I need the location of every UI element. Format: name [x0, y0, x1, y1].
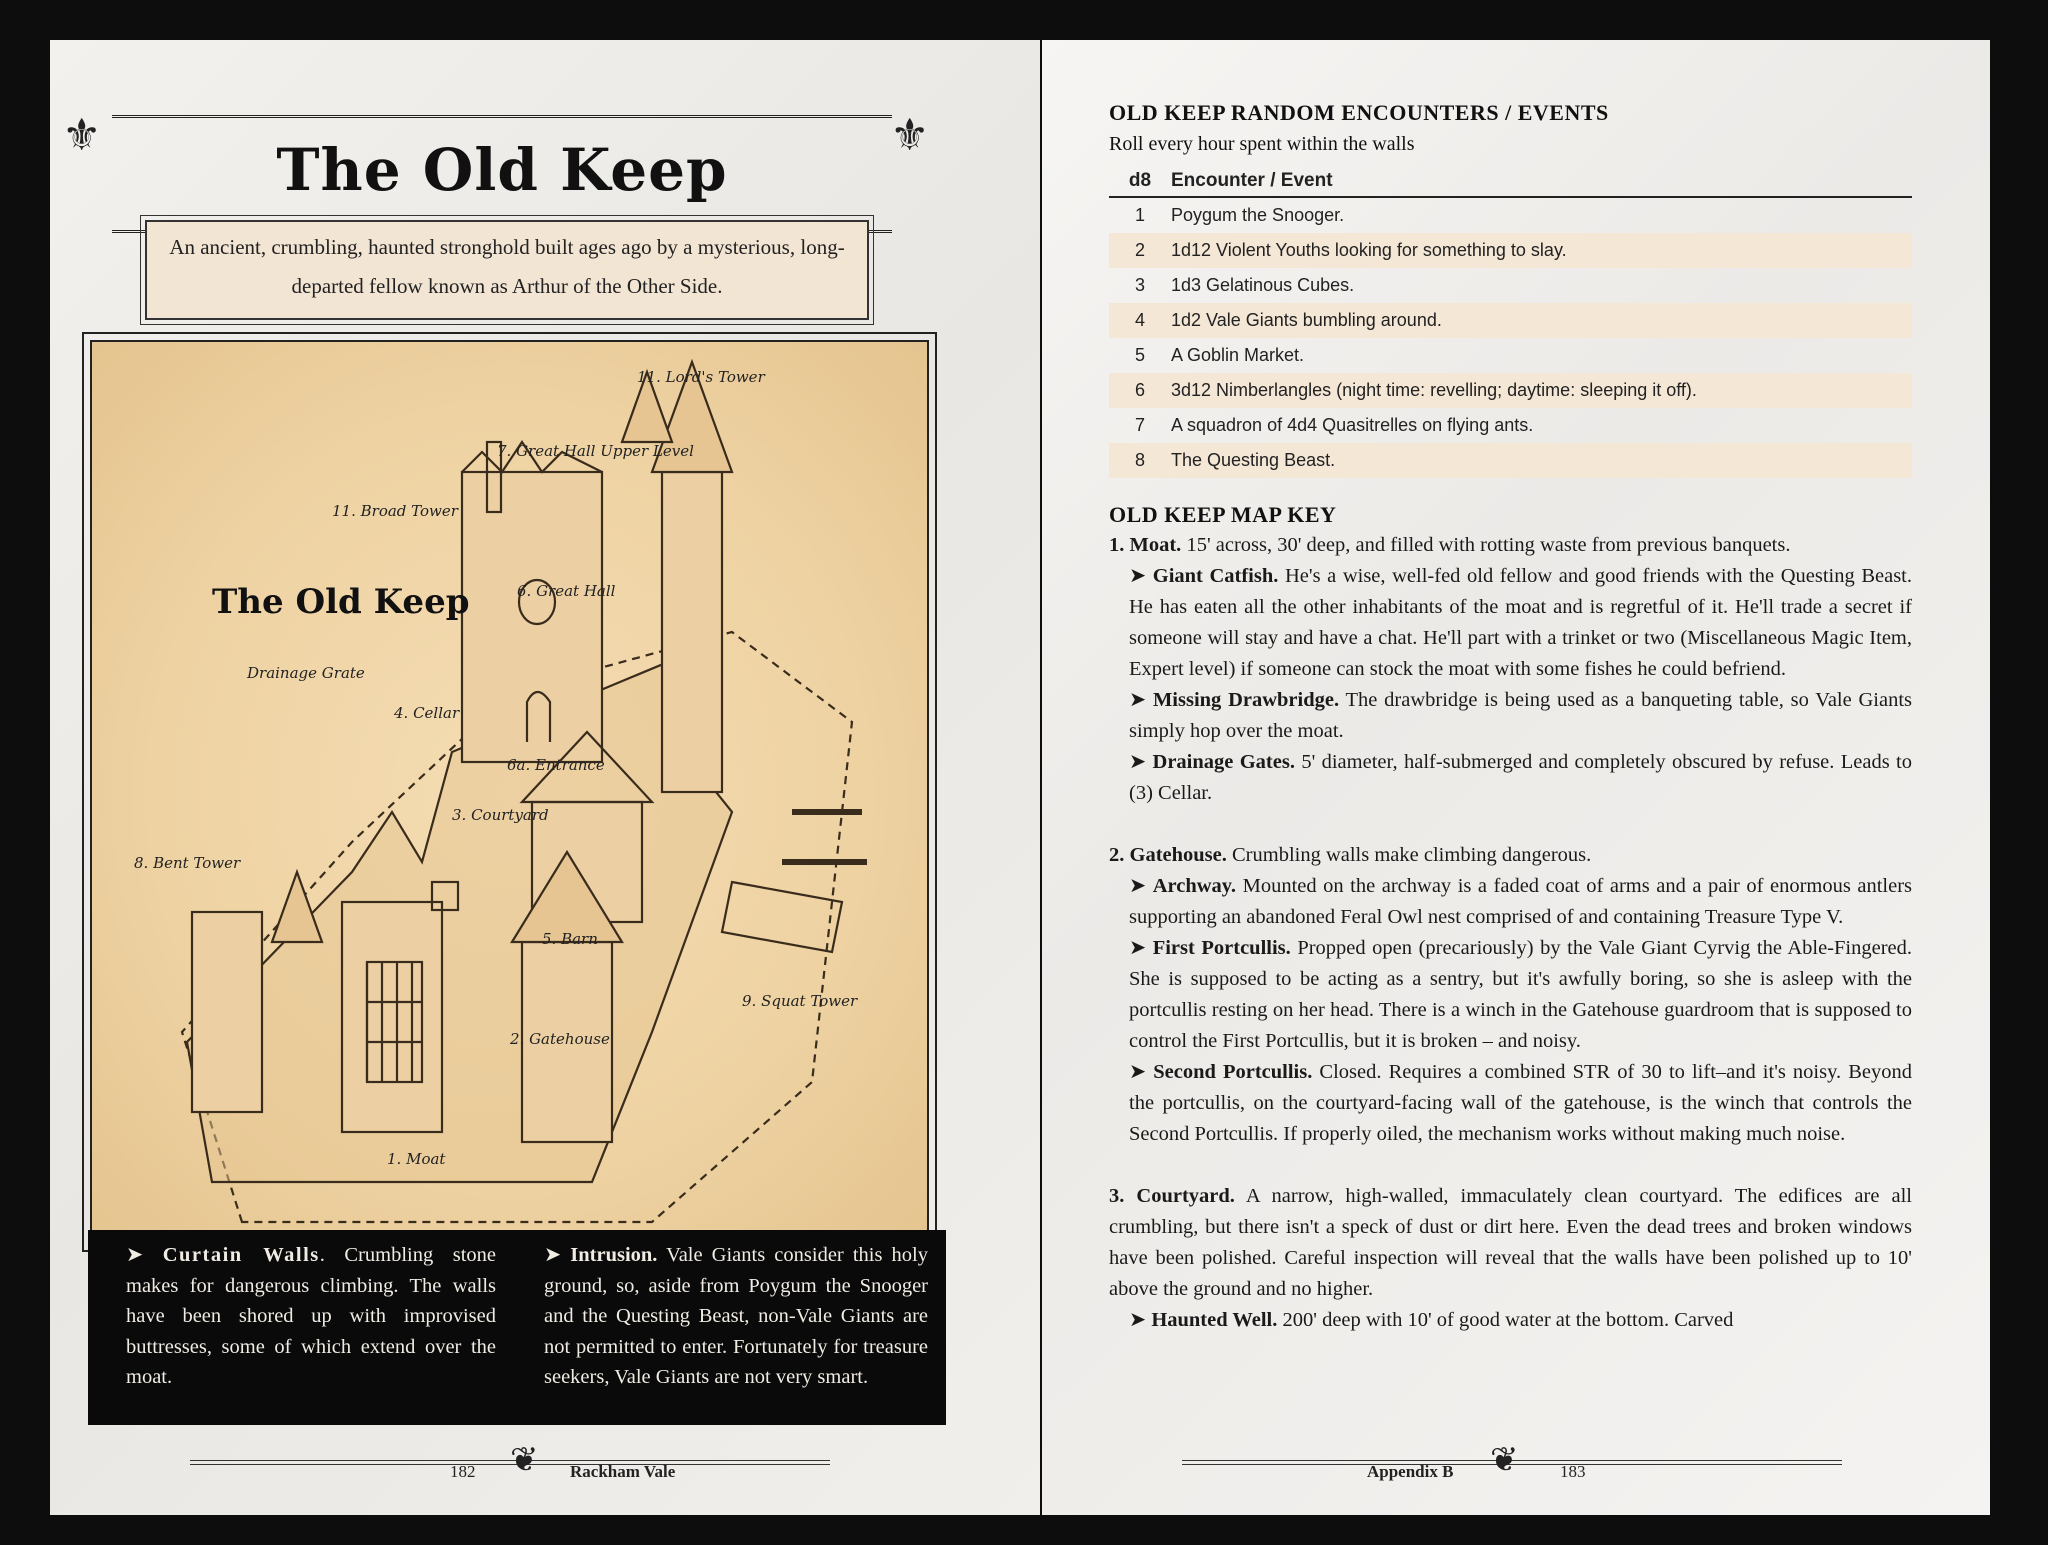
key-subentry	[1109, 747, 1912, 809]
key-entry	[1109, 1181, 1912, 1305]
key-heading: 1. Moat.	[1109, 534, 1182, 556]
key-text: A narrow, high-walled, immaculately clean courtyard. The edifices are all crumbling, but there isn't a speck of dust or dirt here. Even the dead trees and broken windows have been polished. Careful inspection will reveal that the walls have been polished up to 10' above the ground and no higher.	[1109, 1185, 1912, 1300]
roll-cell: 2	[1109, 233, 1171, 268]
key-heading: Giant Catfish.	[1152, 565, 1279, 587]
map-label: 6a. Entrance	[507, 756, 605, 774]
key-text: He's a wise, well-fed old fellow and good friends with the Questing Beast. He has eaten all the other inhabitants of the moat and is regretful of it. He'll trade a secret if someone will stay and have a chat. He'll part with a trinket or two (Miscellaneous Magic Item, Expert level) if someone can stock the moat with some fishes he could befriend.	[1129, 565, 1912, 680]
box-text: Vale Giants consider this holy ground, so, aside from Poygum the Snooger and the Questing Beast, non-Vale Giants are not permitted to enter. Fortunately for treasure seekers, Vale Giants are not very smart.	[544, 1244, 928, 1388]
encounters-heading: OLD KEEP RANDOM ENCOUNTERS / EVENTS	[1109, 100, 1609, 125]
table-row	[1109, 338, 1912, 373]
roll-cell: 7	[1134, 415, 1145, 435]
map-label: 5. Barn	[542, 930, 598, 948]
event-cell: A Goblin Market.	[1171, 345, 1305, 365]
roll-cell: 5	[1134, 345, 1145, 365]
key-heading: 2. Gatehouse.	[1109, 844, 1227, 866]
bullet-arrow-icon: ➤	[1129, 1061, 1154, 1083]
key-entry	[1109, 530, 1912, 561]
event-cell: The Questing Beast.	[1171, 443, 1912, 478]
event-cell: 1d3 Gelatinous Cubes.	[1171, 275, 1355, 295]
table-row	[1109, 303, 1912, 338]
map-title: The Old Keep	[212, 582, 470, 622]
bullet-arrow-icon: ➤	[1129, 751, 1153, 773]
map-key-body	[1109, 530, 1912, 1336]
bullet-arrow-icon: ➤	[1129, 689, 1153, 711]
bullet-arrow-icon: ➤	[1129, 937, 1153, 959]
key-text: The drawbridge is being used as a banqueting table, so Vale Giants simply hop over the moat.	[1129, 689, 1913, 742]
box-text: . Crumbling stone makes for dangerous climbing. The walls have been shored up with improvised buttresses, some of which extend over the moat.	[126, 1244, 496, 1388]
table-row	[1109, 408, 1912, 443]
key-heading: Haunted Well.	[1151, 1309, 1278, 1331]
section-title: Appendix B	[1367, 1462, 1454, 1481]
table-row	[1109, 268, 1912, 303]
bullet-arrow-icon: ➤	[1129, 565, 1153, 587]
map-label: 8. Bent Tower	[134, 854, 241, 872]
map-label: 7. Great Hall Upper Level	[497, 442, 694, 460]
table-header: Encounter / Event	[1171, 166, 1912, 197]
castle-illustration	[92, 342, 927, 1242]
bullet-arrow-icon: ➤	[1129, 875, 1153, 897]
key-heading: Drainage Gates.	[1152, 751, 1295, 773]
flourish-ornament-icon: ⚜	[890, 110, 930, 161]
key-subentry	[1109, 1057, 1912, 1150]
map-label: Drainage Grate	[247, 664, 365, 682]
map-label: 9. Squat Tower	[742, 992, 858, 1010]
table-row	[1109, 373, 1912, 408]
key-heading: Missing Drawbridge.	[1152, 689, 1340, 711]
map-key-heading: OLD KEEP MAP KEY	[1109, 502, 1337, 527]
roll-cell: 1	[1134, 205, 1145, 225]
map-label: 11. Broad Tower	[332, 502, 458, 520]
event-cell: 1d2 Vale Giants bumbling around.	[1171, 303, 1912, 338]
map-label: 11. Lord's Tower	[637, 368, 765, 386]
event-cell: 1d12 Violent Youths looking for something to slay.	[1171, 233, 1912, 268]
key-subentry	[1109, 561, 1912, 685]
keep-map	[90, 340, 929, 1244]
key-text: Crumbling walls make climbing dangerous.	[1226, 844, 1592, 866]
key-text: 5' diameter, half-submerged and completely obscured by refuse. Leads to (3) Cellar.	[1129, 751, 1912, 804]
table-row	[1109, 443, 1912, 478]
table-row	[1109, 197, 1912, 233]
key-entry	[1109, 840, 1912, 871]
intrusion-box	[508, 1230, 946, 1425]
bullet-arrow-icon: ➤	[126, 1244, 144, 1266]
map-label: 3. Courtyard	[452, 806, 549, 824]
key-heading: Archway.	[1152, 875, 1237, 897]
encounter-table	[1109, 166, 1912, 478]
roll-cell: 8	[1109, 443, 1171, 478]
bullet-arrow-icon: ➤	[544, 1244, 562, 1266]
event-cell: A squadron of 4d4 Quasitrelles on flying ants.	[1171, 415, 1534, 435]
key-subentry	[1109, 1305, 1912, 1336]
map-label: 4. Cellar	[394, 704, 460, 722]
key-subentry	[1109, 933, 1912, 1057]
key-text: Closed. Requires a combined STR of 30 to lift–and it's noisy. Beyond the portcullis, on the courtyard-facing wall of the gatehouse, is the winch that controls the Second Portcullis. If properly oiled, the mechanism works without making much noise.	[1129, 1061, 1912, 1145]
left-page	[50, 40, 1040, 1515]
page-number: 183	[1560, 1462, 1586, 1481]
page-title: The Old Keep	[276, 136, 728, 204]
key-heading: 3. Courtyard.	[1109, 1185, 1235, 1207]
event-cell: Poygum the Snooger.	[1171, 205, 1345, 225]
book-title: Rackham Vale	[570, 1462, 676, 1481]
bullet-arrow-icon: ➤	[1129, 1309, 1152, 1331]
footer-ornament-icon: ❦	[510, 1440, 539, 1480]
roll-cell: 3	[1134, 275, 1145, 295]
encounters-subtitle: Roll every hour spent within the walls	[1109, 133, 1415, 155]
box-heading: Intrusion.	[570, 1244, 658, 1266]
table-header: d8	[1109, 166, 1171, 197]
event-cell: 3d12 Nimberlangles (night time: revelling; daytime: sleeping it off).	[1171, 373, 1912, 408]
roll-cell: 6	[1109, 373, 1171, 408]
table-row	[1109, 233, 1912, 268]
page-number: 182	[450, 1462, 476, 1481]
key-text: Mounted on the archway is a faded coat of arms and a pair of enormous antlers supporting an abandoned Feral Owl nest comprised of and containing Treasure Type V.	[1129, 875, 1913, 928]
key-heading: First Portcullis.	[1152, 937, 1291, 959]
key-text: Propped open (precariously) by the Vale Giant Cyrvig the Able-Fingered. She is supposed to be acting as a sentry, but it's awfully boring, so she is asleep with the portcullis resting on her head. There is a winch in the Gatehouse guardroom that is supposed to control the First Portcullis, but it is broken – and noisy.	[1129, 937, 1912, 1052]
right-page	[1042, 40, 1990, 1515]
box-heading: Curtain Walls	[162, 1244, 320, 1266]
key-subentry	[1109, 871, 1912, 933]
intro-box: An ancient, crumbling, haunted stronghold built ages ago by a mysterious, long-departed fellow known as Arthur of the Other Side.	[145, 220, 869, 320]
map-label: 2. Gatehouse	[510, 1030, 610, 1048]
map-label: 6. Great Hall	[517, 582, 616, 600]
key-text: 15' across, 30' deep, and filled with rotting waste from previous banquets.	[1181, 534, 1791, 556]
key-subentry	[1109, 685, 1912, 747]
title-frame	[112, 115, 892, 233]
key-text: 200' deep with 10' of good water at the bottom. Carved	[1277, 1309, 1734, 1331]
key-heading: Second Portcullis.	[1153, 1061, 1313, 1083]
curtain-walls-box	[88, 1230, 508, 1425]
footer-ornament-icon: ❦	[1490, 1440, 1519, 1480]
roll-cell: 4	[1109, 303, 1171, 338]
flourish-ornament-icon: ⚜	[62, 110, 102, 161]
map-label: 1. Moat	[387, 1150, 446, 1168]
